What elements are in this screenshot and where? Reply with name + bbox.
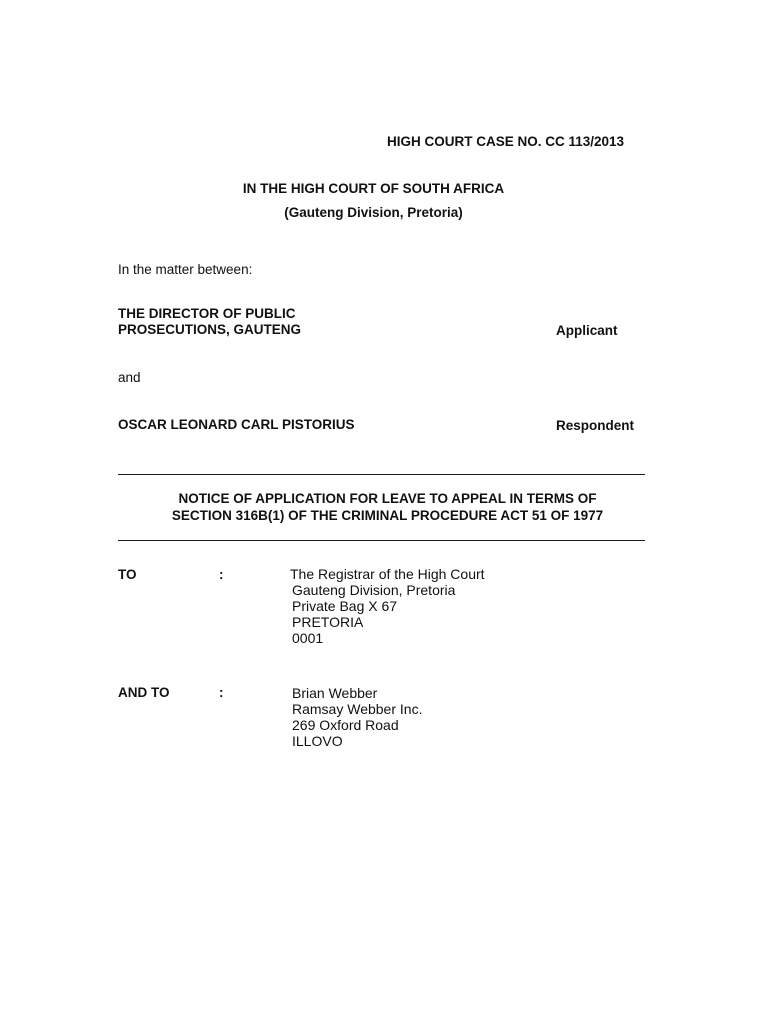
- notice-title-line1: NOTICE OF APPLICATION FOR LEAVE TO APPEAL IN TERMS OF: [178, 491, 597, 506]
- address-line: 269 Oxford Road: [292, 717, 399, 733]
- addressee-label-and-to: AND TO: [118, 685, 170, 700]
- address-line: Ramsay Webber Inc.: [292, 701, 423, 717]
- addressee-address-registrar: [290, 566, 485, 646]
- divider-top: [118, 474, 645, 475]
- address-line: PRETORIA: [292, 614, 364, 630]
- matter-intro: In the matter between:: [118, 262, 253, 277]
- notice-title-line2: SECTION 316B(1) OF THE CRIMINAL PROCEDURE ACT 51 OF 1977: [171, 508, 604, 523]
- case-number: HIGH COURT CASE NO. CC 113/2013: [387, 134, 625, 149]
- applicant-name-line1: THE DIRECTOR OF PUBLIC: [118, 306, 296, 321]
- respondent-role: Respondent: [556, 418, 635, 433]
- addressee-address-webber: [292, 685, 422, 749]
- addressee-label-to: TO: [118, 567, 137, 582]
- address-line: The Registrar of the High Court: [290, 566, 485, 582]
- address-line: 0001: [292, 630, 324, 646]
- address-line: ILLOVO: [292, 733, 343, 749]
- court-name: IN THE HIGH COURT OF SOUTH AFRICA: [242, 181, 505, 196]
- address-line: Brian Webber: [292, 685, 378, 701]
- address-line: Gauteng Division, Pretoria: [292, 582, 456, 598]
- addressee-colon: :: [219, 685, 224, 700]
- applicant-role: Applicant: [556, 323, 618, 338]
- respondent-name: OSCAR LEONARD CARL PISTORIUS: [118, 417, 355, 432]
- addressee-colon: :: [219, 567, 224, 582]
- divider-bottom: [118, 540, 645, 541]
- address-line: Private Bag X 67: [292, 598, 398, 614]
- court-division: (Gauteng Division, Pretoria): [284, 205, 463, 220]
- conjunction-and: and: [118, 370, 141, 385]
- applicant-name-line2: PROSECUTIONS, GAUTENG: [118, 322, 302, 337]
